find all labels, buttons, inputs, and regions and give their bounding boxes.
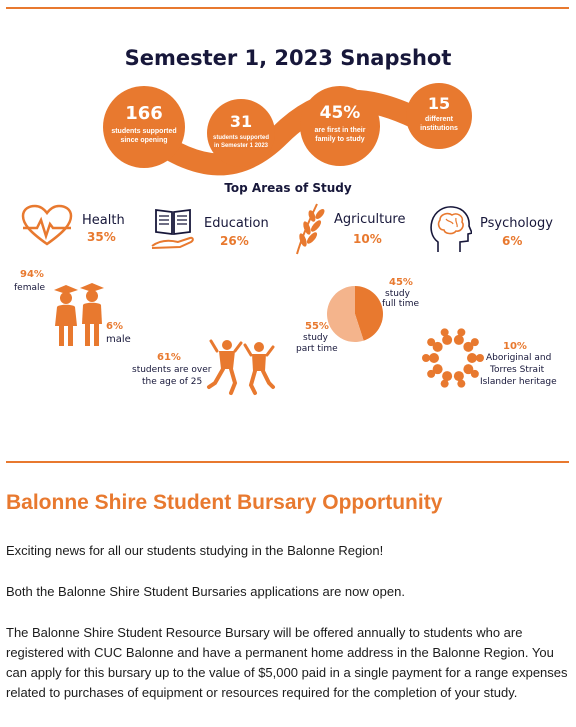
area-health-name: Health xyxy=(82,213,125,228)
area-education-pct: 26% xyxy=(220,234,249,248)
bubble-institutions: 15 different institutions xyxy=(406,83,472,149)
person-body xyxy=(467,353,477,363)
article-heading: Balonne Shire Student Bursary Opportunity xyxy=(6,491,443,514)
area-health-pct: 35% xyxy=(87,230,116,244)
graduates-icon xyxy=(50,282,110,348)
person-body xyxy=(454,371,464,381)
heart-pulse-icon xyxy=(20,204,74,248)
area-agriculture-name: Agriculture xyxy=(334,212,406,227)
fulltime-label-2: full time xyxy=(382,299,420,309)
person-body xyxy=(463,342,473,352)
article-paragraph-1: Exciting news for all our students studying in the Balonne Region! xyxy=(6,543,384,558)
parttime-label-1: study xyxy=(303,333,328,343)
area-agriculture-pct: 10% xyxy=(353,232,382,246)
female-label: female xyxy=(14,283,46,293)
brain-head-icon xyxy=(428,204,472,254)
person-body xyxy=(442,371,452,381)
person-body xyxy=(463,364,473,374)
article-paragraph-3: The Balonne Shire Student Resource Bursary will be offered annually to students who are registered with CUC Balonne and have a permanent home address in the Balonne Region. You can apply for this bursary up to the value of $5,000 paid in a single payment for a range expenses related to purchases of equipment or resources required for the completion of your study. xyxy=(6,625,568,700)
male-pct: 6% xyxy=(106,321,123,332)
indigenous-label-2: Torres Strait xyxy=(490,365,545,375)
bubble-students-semester: 31 students supported in Semester 1 2023 xyxy=(207,99,275,167)
open-book-icon xyxy=(150,206,196,250)
area-psychology-pct: 6% xyxy=(502,234,523,248)
people-circle-icon xyxy=(421,326,485,390)
bubble-first-in-family: 45% are first in their family to study xyxy=(300,86,380,166)
snapshot-title: Semester 1, 2023 Snapshot xyxy=(124,46,452,70)
top-divider xyxy=(6,7,569,9)
female-pct: 94% xyxy=(20,269,44,280)
fulltime-label-1: study xyxy=(385,289,410,299)
wheat-icon xyxy=(289,200,329,256)
person-head xyxy=(422,354,430,362)
person-body xyxy=(429,353,439,363)
person-body xyxy=(454,335,464,345)
person-body xyxy=(433,364,443,374)
fulltime-pct: 45% xyxy=(389,277,413,288)
age-label-2: the age of 25 xyxy=(142,377,203,387)
areas-title: Top Areas of Study xyxy=(224,181,352,195)
indigenous-pct: 10% xyxy=(503,341,527,352)
area-education-name: Education xyxy=(204,216,269,231)
indigenous-label-3: Islander heritage xyxy=(480,377,557,387)
middle-divider xyxy=(6,461,569,463)
jumping-people-icon xyxy=(205,337,277,397)
bubble-students-supported-total: 166 students supported since opening xyxy=(103,86,185,168)
person-head xyxy=(476,354,484,362)
male-label: male xyxy=(106,334,131,345)
age-pct: 61% xyxy=(157,352,181,363)
indigenous-label-1: Aboriginal and xyxy=(486,353,552,363)
person-body xyxy=(433,342,443,352)
area-psychology-name: Psychology xyxy=(480,216,553,231)
age-label-1: students are over xyxy=(132,365,212,375)
person-body xyxy=(442,335,452,345)
article-paragraph-2: Both the Balonne Shire Student Bursaries applications are now open. xyxy=(6,584,405,599)
study-mode-pie xyxy=(326,285,384,343)
parttime-label-2: part time xyxy=(296,344,338,354)
parttime-pct: 55% xyxy=(305,321,329,332)
